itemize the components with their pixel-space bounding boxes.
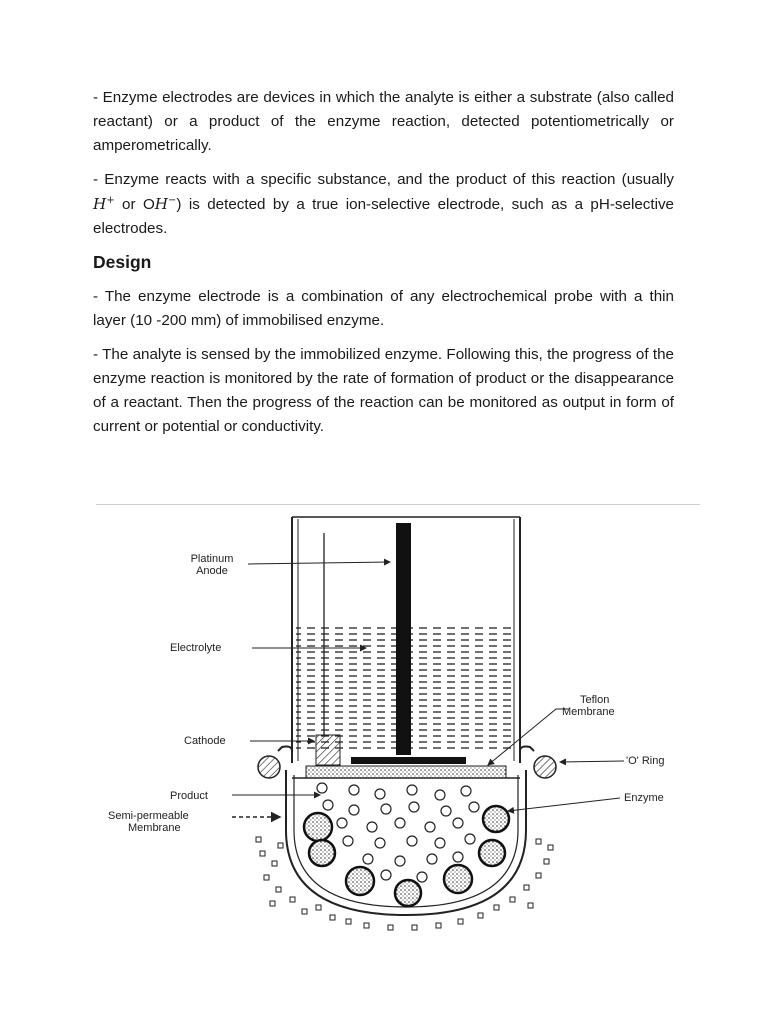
label-semi-permeable: Semi-permeable <box>108 810 189 822</box>
minus-sign: − <box>168 194 177 206</box>
paragraph-intro: - Enzyme electrodes are devices in which the analyte is either a substrate (also called reactant) or a product of the enzyme reaction, detected potentiometrically or amperometrically. <box>93 89 674 155</box>
plus-sign: + <box>106 194 115 206</box>
paragraph-reaction <box>93 168 674 242</box>
cathode-block <box>316 735 340 765</box>
paragraph-design: - The enzyme electrode is a combination of any electrochemical probe with a thin layer (10 -200 mm) of immobilised enzyme. <box>93 288 674 330</box>
label-cathode: Cathode <box>184 735 226 747</box>
teflon-membrane <box>306 766 506 778</box>
label-o-ring: 'O' Ring <box>626 755 665 767</box>
label-anode: Anode <box>196 565 228 577</box>
paragraph-reaction-start: - Enzyme reacts with a specific substance, and the product of this reaction (usually <box>93 170 674 188</box>
platinum-anode <box>396 523 411 755</box>
product-molecules <box>317 783 495 882</box>
label-platinum: Platinum <box>190 553 234 565</box>
paragraph-sensing: - The analyte is sensed by the immobilized enzyme. Following this, the progress of the enzyme reaction is monitored by the rate of formation of product or the disappearance of a reactant. Then the progress of the reaction can be monitored as output in form of current or potential or conductivity. <box>93 345 674 436</box>
hydroxide-h: H <box>154 194 169 213</box>
enzyme-particles <box>304 806 509 906</box>
text-content <box>93 86 674 448</box>
label-membrane: Membrane <box>128 822 181 834</box>
label-enzyme: Enzyme <box>624 792 664 804</box>
label-teflon: Teflon <box>580 694 610 706</box>
section-heading-design: Design <box>93 252 152 273</box>
o-ring-left <box>258 756 280 778</box>
paragraph-reaction-end: ) is detected by a true ion-selective electrode, such as a pH-selective electrodes. <box>93 195 674 238</box>
label-product: Product <box>170 790 208 802</box>
label-teflon-membrane: Membrane <box>562 706 615 718</box>
hydrogen-symbol: H <box>93 194 107 213</box>
o-ring-right <box>534 756 556 778</box>
enzyme-electrode-diagram <box>96 505 700 935</box>
or-o-text: or O <box>114 195 155 213</box>
label-electrolyte: Electrolyte <box>170 642 222 654</box>
